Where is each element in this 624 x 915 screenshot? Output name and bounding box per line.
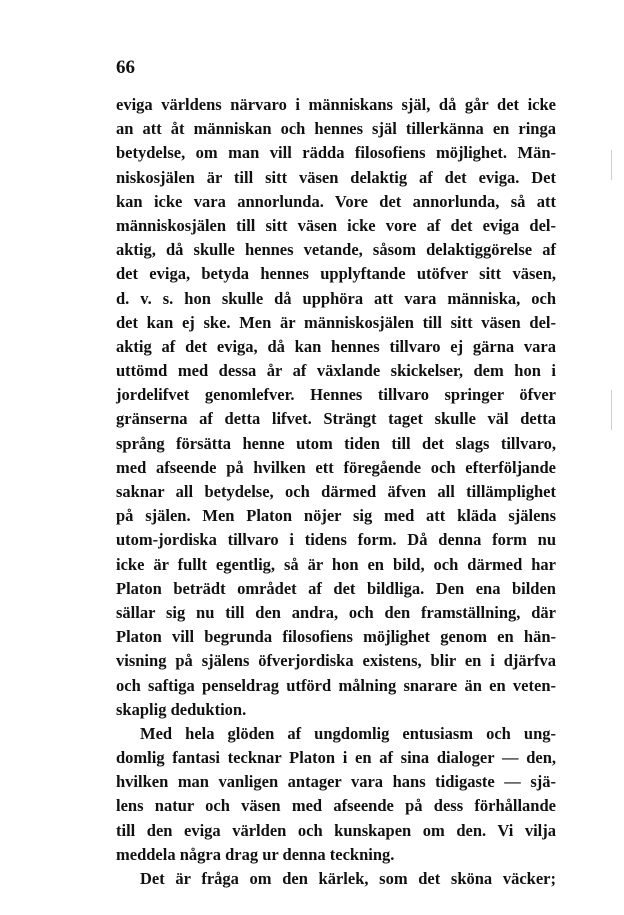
text-line: till den eviga världen och kunskapen om den. Vi vilja — [116, 820, 556, 840]
text-line: människosjälen till sitt väsen icke vore af det eviga del- — [116, 215, 556, 235]
text-line: saknar all betydelse, och därmed äfven all tillämplighet — [116, 482, 556, 501]
text-line: lens natur och väsen med afseende på dess förhållande — [116, 796, 556, 816]
body-text — [116, 93, 556, 891]
text-line: aktig af det eviga, då kan hennes tillvaro ej gärna vara — [116, 336, 556, 356]
text-line: aktig, då skulle hennes vetande, såsom delaktiggörelse af — [116, 240, 556, 260]
text-line: sällar sig nu till den andra, och den framställning, där — [116, 602, 556, 622]
text-line: det eviga, betyda hennes upplyftande utöfver sitt väsen, — [116, 264, 556, 284]
text-line: hvilken man vanligen antager vara hans tidigaste — sjä- — [116, 772, 556, 792]
text-line: eviga världens närvaro i människans själ, då går det icke — [116, 95, 556, 114]
text-line: Med hela glöden af ungdomlig entusiasm och ung- — [140, 723, 556, 743]
margin-mark — [611, 390, 612, 430]
page-number: 66 — [116, 57, 135, 78]
text-line: Det är fråga om den kärlek, som det sköna väcker; — [140, 869, 556, 888]
text-line: utom-jordiska tillvaro i tidens form. Då denna form nu — [116, 530, 556, 550]
text-line: och saftiga penseldrag utförd målning snarare än en veten- — [116, 675, 556, 695]
text-line: gränserna af detta lifvet. Strängt taget skulle väl detta — [116, 409, 556, 429]
text-line: uttömd med dessa år af växlande skickelser, dem hon i — [116, 361, 556, 381]
text-line: d. v. s. hon skulle då upphöra att vara människa, och — [116, 288, 556, 308]
text-line: det kan ej ske. Men är människosjälen till sitt väsen del- — [116, 312, 556, 332]
text-line: niskosjälen är till sitt väsen delaktig af det eviga. Det — [116, 167, 556, 187]
text-line: betydelse, om man vill rädda filosofiens möjlighet. Män- — [116, 143, 556, 163]
text-line: Platon beträdt området af det bildliga. Den ena bilden — [116, 578, 556, 598]
text-line: domlig fantasi tecknar Platon i en af sina dialoger — den, — [116, 748, 556, 768]
text-line: icke är fullt egentlig, så är hon en bild, och därmed har — [116, 554, 556, 574]
text-line: visning på själens öfverjordiska existens, blir en i djärfva — [116, 651, 556, 671]
text-line: Platon vill begrunda filosofiens möjlighet genom en hän- — [116, 627, 556, 647]
text-line: språng försätta henne utom tiden till det slags tillvaro, — [116, 433, 556, 453]
text-line: meddela några drag ur denna teckning. — [116, 844, 395, 864]
text-line: med afseende på hvilken ett föregående och efterföljande — [116, 457, 556, 477]
text-line: an att åt människan och hennes själ tillerkänna en ringa — [116, 119, 556, 139]
text-line: skaplig deduktion. — [116, 699, 247, 719]
text-line: kan icke vara annorlunda. Vore det annorlunda, så att — [116, 191, 556, 211]
text-line: på själen. Men Platon nöjer sig med att kläda själens — [116, 506, 556, 526]
margin-mark — [611, 150, 612, 180]
text-line: jordelifvet genomlefver. Hennes tillvaro springer öfver — [116, 385, 556, 405]
